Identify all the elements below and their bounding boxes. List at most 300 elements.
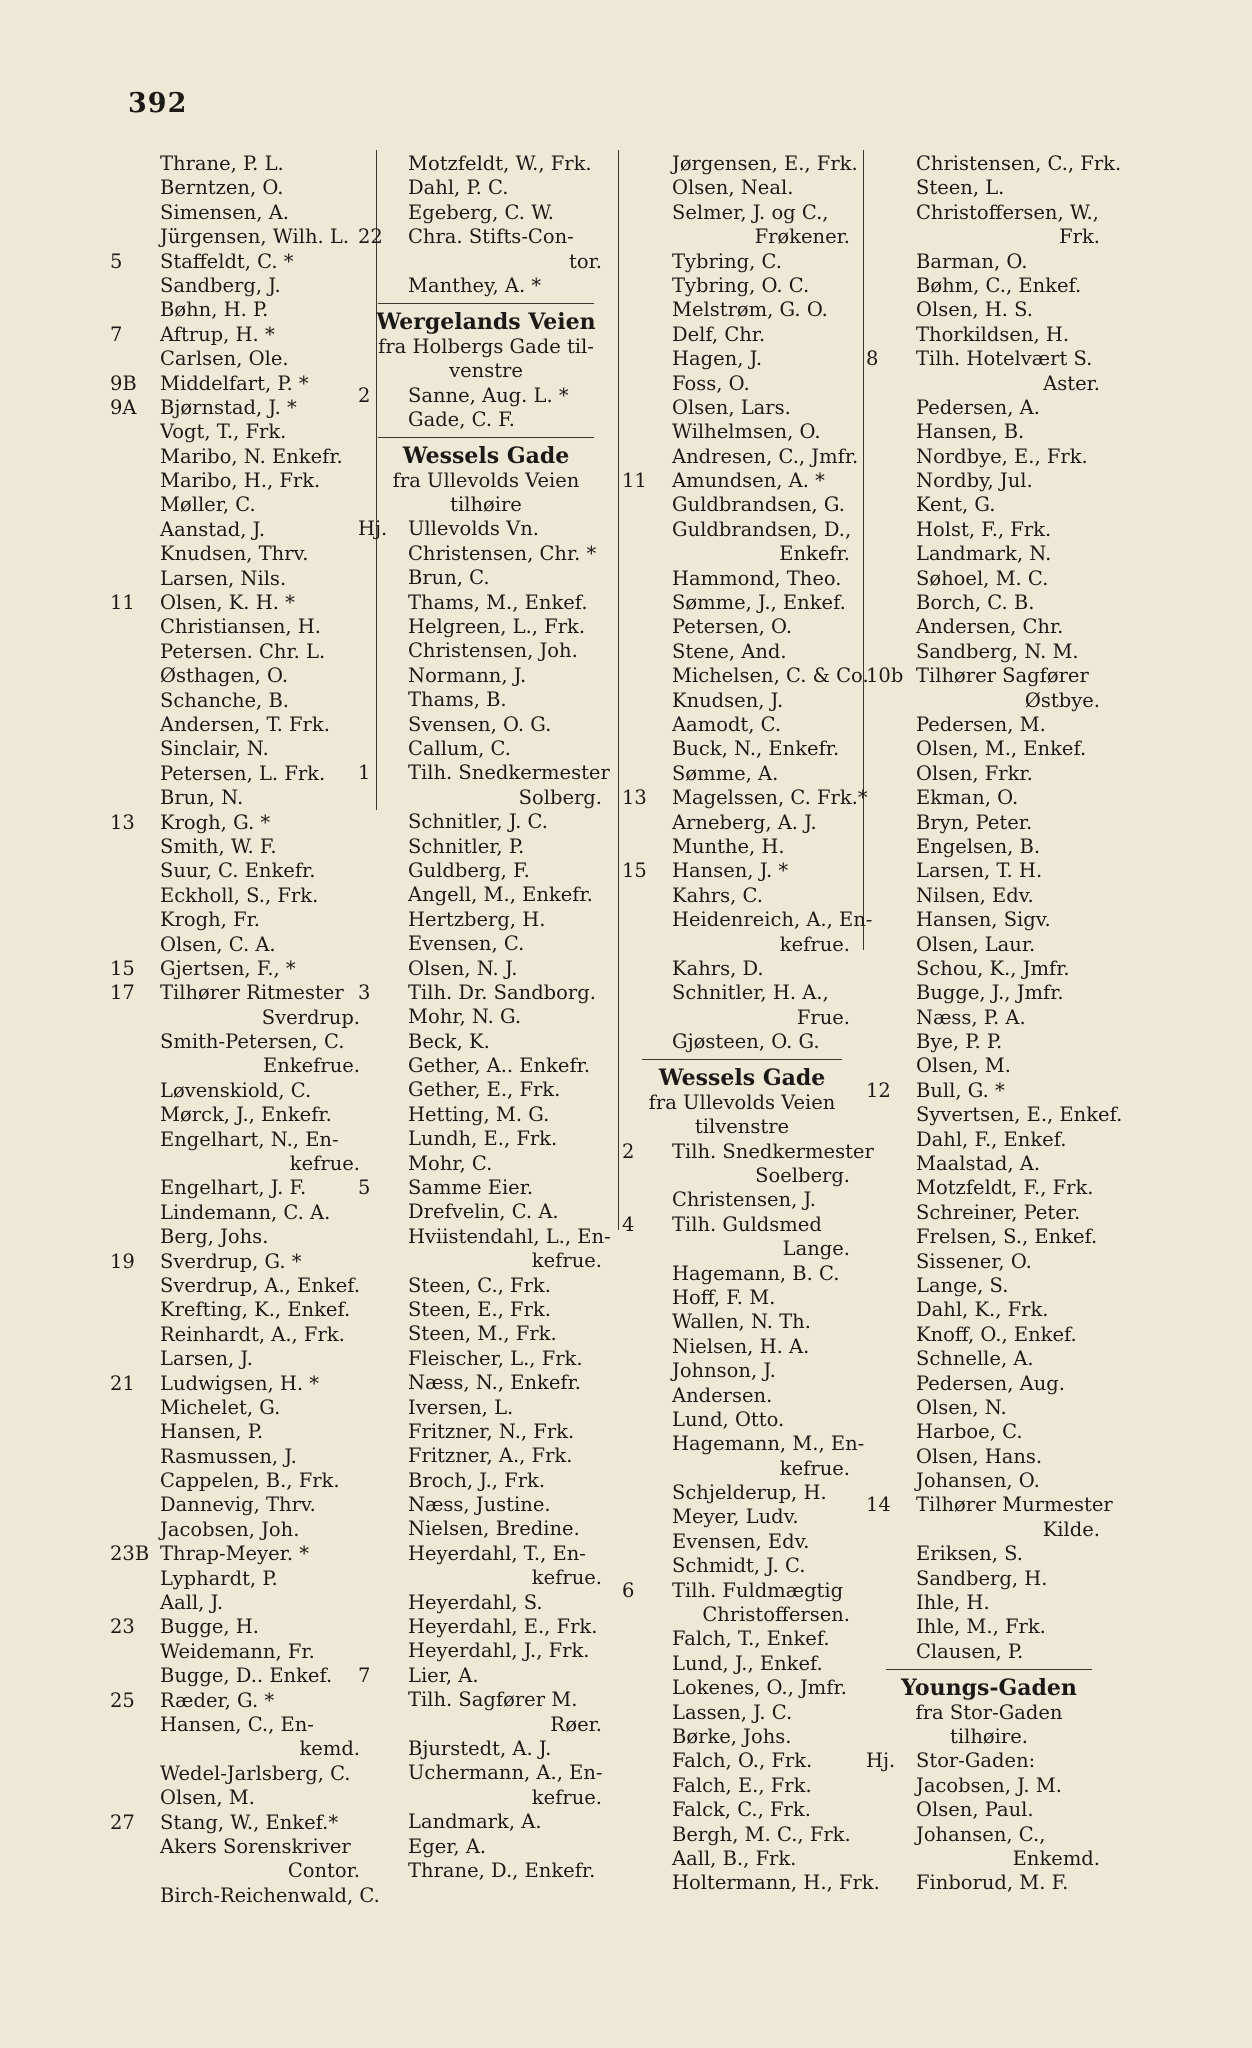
resident-name: Barman, O.	[916, 249, 1028, 273]
resident-name: Contor.	[287, 1859, 360, 1883]
resident-name: Clausen, P.	[916, 1639, 1024, 1663]
directory-entry	[110, 420, 372, 444]
resident-name: Christoffersen, W.,	[916, 200, 1099, 224]
resident-name: Enkefrue.	[263, 1054, 360, 1078]
street-direction: tilhøire	[450, 493, 522, 517]
directory-entry	[622, 1627, 862, 1651]
resident-name: Olsen, M.	[160, 1786, 255, 1810]
directory-entry	[866, 762, 1112, 786]
resident-name: Røer.	[550, 1712, 602, 1736]
resident-name: Buck, N., Enkefr.	[672, 737, 840, 761]
resident-name: Wilhelmsen, O.	[672, 420, 821, 444]
resident-name: Bjurstedt, A. J.	[408, 1737, 552, 1760]
directory-entry	[358, 1761, 614, 1785]
directory-entry	[358, 225, 614, 249]
resident-name: Andersen, Chr.	[916, 615, 1064, 639]
directory-entry	[110, 1567, 372, 1591]
resident-name: Frelsen, S., Enkef.	[916, 1225, 1098, 1249]
resident-name: Schreiner, Peter.	[916, 1200, 1081, 1224]
directory-entry	[622, 1286, 862, 1310]
directory-entry	[358, 1200, 614, 1224]
directory-entry	[622, 1652, 862, 1676]
resident-name: Petersen, O.	[672, 615, 793, 639]
directory-entry	[110, 933, 372, 957]
directory-entry	[358, 883, 614, 907]
resident-name: Christoffersen.	[702, 1603, 850, 1627]
street-heading: Youngs-Gaden	[901, 1675, 1077, 1702]
directory-entry	[866, 1774, 1112, 1798]
resident-name: Tybring, C.	[672, 249, 782, 273]
directory-entry	[110, 469, 372, 493]
house-number: 15	[110, 956, 135, 980]
resident-name: Bryn, Peter.	[916, 810, 1033, 834]
resident-name: Østbye.	[1024, 688, 1100, 712]
directory-entry	[866, 1469, 1112, 1493]
directory-entry	[622, 542, 862, 566]
resident-name: Tybring, O. C.	[672, 273, 810, 297]
resident-name: Næss, N., Enkefr.	[408, 1371, 581, 1395]
resident-name: Steen, M., Frk.	[408, 1322, 557, 1346]
directory-entry	[358, 1810, 614, 1834]
resident-name: Næss, P. A.	[916, 1005, 1026, 1029]
resident-name: Smith-Petersen, C.	[160, 1030, 345, 1054]
resident-name: Thorkildsen, H.	[916, 322, 1070, 346]
directory-entry	[622, 323, 862, 347]
directory-entry	[110, 1664, 372, 1688]
resident-name: Gether, E., Frk.	[408, 1078, 561, 1102]
resident-name: Aamodt, C.	[672, 712, 782, 736]
resident-name: Falch, T., Enkef.	[672, 1627, 830, 1651]
directory-entry	[622, 396, 862, 420]
resident-name: Syvertsen, E., Enkef.	[916, 1103, 1123, 1127]
resident-name: Manthey, A. *	[408, 273, 542, 297]
house-number: 13	[110, 810, 135, 834]
resident-name: Sverdrup, A., Enkef.	[160, 1273, 361, 1297]
directory-entry	[110, 1372, 372, 1396]
resident-name: Hansen, P.	[160, 1420, 264, 1444]
directory-entry	[866, 567, 1112, 591]
directory-entry	[110, 225, 372, 249]
directory-entry	[866, 1225, 1112, 1249]
resident-name: Pedersen, M.	[916, 712, 1046, 736]
directory-entry	[358, 201, 614, 225]
resident-name: Akers Sorenskriver	[160, 1834, 351, 1858]
resident-name: Olsen, Paul.	[916, 1798, 1034, 1822]
directory-entry	[622, 786, 868, 810]
resident-name: Gjertsen, F., *	[160, 956, 296, 980]
directory-entry	[110, 664, 372, 688]
directory-entry	[622, 1164, 862, 1188]
resident-name: Pedersen, Aug.	[916, 1371, 1065, 1395]
resident-name: Broch, J., Frk.	[408, 1468, 546, 1492]
directory-entry	[622, 835, 862, 859]
directory-entry	[110, 1396, 372, 1420]
resident-name: Melstrøm, G. O.	[672, 298, 828, 322]
resident-name: Lassen, J. C.	[672, 1700, 793, 1724]
resident-name: Knoff, O., Enkef.	[916, 1322, 1077, 1346]
directory-entry	[622, 1554, 862, 1578]
resident-name: Heyerdahl, E., Frk.	[408, 1615, 598, 1639]
resident-name: Ihle, M., Frk.	[916, 1615, 1046, 1639]
resident-name: Gether, A.. Enkefr.	[408, 1054, 591, 1078]
house-number: 12	[866, 1078, 891, 1102]
resident-name: Gjøsteen, O. G.	[672, 1030, 820, 1054]
directory-entry	[110, 859, 372, 883]
directory-entry	[866, 1871, 1112, 1895]
directory-entry	[110, 1347, 372, 1371]
directory-entry	[358, 786, 614, 810]
resident-name: Falck, C., Frk.	[672, 1798, 811, 1822]
directory-entry	[110, 689, 372, 713]
directory-entry	[622, 372, 862, 396]
directory-entry	[866, 1079, 1112, 1103]
directory-entry	[622, 1505, 862, 1529]
directory-entry	[622, 1006, 862, 1030]
resident-name: Aall, B., Frk.	[672, 1846, 797, 1870]
resident-name: Falch, O., Frk.	[672, 1749, 813, 1773]
directory-entry	[622, 859, 862, 883]
resident-name: Michelsen, C. & Co.	[672, 664, 869, 688]
directory-entry	[866, 201, 1112, 225]
directory-entry	[622, 1530, 862, 1554]
resident-name: Engelhart, N., En-	[160, 1127, 339, 1151]
directory-entry	[622, 957, 862, 981]
directory-entry	[622, 1847, 862, 1871]
resident-name: Sverdrup, G. *	[160, 1249, 302, 1273]
resident-name: Fritzner, A., Frk.	[408, 1444, 573, 1468]
directory-entry	[110, 1518, 372, 1542]
directory-entry	[866, 1749, 1112, 1773]
directory-entry	[110, 176, 372, 200]
directory-entry	[110, 615, 372, 639]
resident-name: Jacobsen, Joh.	[160, 1517, 300, 1541]
resident-name: Tilhører Murmester	[916, 1493, 1113, 1517]
directory-entry	[622, 1823, 862, 1847]
house-number: 5	[110, 249, 123, 273]
resident-name: Dahl, F., Enkef.	[916, 1127, 1067, 1151]
resident-name: Delf, Chr.	[672, 322, 766, 346]
directory-entry	[110, 1689, 372, 1713]
resident-name: Andersen.	[672, 1383, 773, 1407]
resident-name: Guldberg, F.	[408, 858, 530, 882]
directory-entry	[358, 1517, 614, 1541]
directory-entry	[866, 1372, 1112, 1396]
resident-name: Middelfart, P. *	[160, 371, 309, 395]
resident-name: Andresen, C., Jmfr.	[672, 444, 859, 468]
directory-entry	[110, 1128, 372, 1152]
resident-name: Schnitler, J. C.	[408, 810, 548, 834]
resident-name: Tilh. Hotelvært S.	[916, 347, 1093, 371]
house-number: 6	[622, 1578, 635, 1602]
resident-name: Wedel-Jarlsberg, C.	[160, 1761, 351, 1785]
directory-entry	[358, 835, 614, 859]
directory-entry	[866, 323, 1112, 347]
resident-name: Motzfeldt, W., Frk.	[408, 152, 592, 175]
resident-name: Steen, C., Frk.	[408, 1273, 551, 1297]
directory-entry	[622, 1310, 862, 1334]
resident-name: Thrap-Meyer. *	[160, 1542, 309, 1566]
directory-entry	[358, 566, 614, 590]
directory-entry	[866, 737, 1112, 761]
directory-entry	[866, 420, 1112, 444]
resident-name: Berg, Johs.	[160, 1225, 269, 1249]
directory-entry	[866, 347, 1112, 371]
directory-entry	[110, 1420, 372, 1444]
directory-entry	[358, 1274, 614, 1298]
resident-name: Reinhardt, A., Frk.	[160, 1322, 345, 1346]
house-number: 7	[110, 322, 123, 346]
directory-entry	[110, 201, 372, 225]
resident-name: Schnitler, H. A.,	[672, 981, 829, 1005]
resident-name: kefrue.	[531, 1566, 602, 1590]
column-2	[358, 152, 614, 1883]
resident-name: Magelssen, C. Frk.*	[672, 786, 868, 810]
directory-entry	[622, 1457, 862, 1481]
directory-entry	[622, 933, 862, 957]
directory-entry	[110, 152, 372, 176]
directory-entry	[866, 372, 1112, 396]
directory-entry	[866, 689, 1112, 713]
resident-name: Olsen, Neal.	[672, 176, 794, 200]
resident-name: Krogh, Fr.	[160, 908, 260, 932]
directory-entry	[110, 811, 372, 835]
directory-entry	[358, 1420, 614, 1444]
resident-name: Mohr, N. G.	[408, 1005, 522, 1029]
directory-entry	[866, 713, 1112, 737]
resident-name: Cappelen, B., Frk.	[160, 1469, 340, 1493]
resident-name: Lund, J., Enkef.	[672, 1651, 823, 1675]
directory-entry	[358, 1566, 614, 1590]
house-number: 27	[110, 1810, 135, 1834]
directory-entry	[110, 1493, 372, 1517]
resident-name: Hertzberg, H.	[408, 907, 546, 931]
house-number: 9A	[110, 395, 137, 419]
resident-name: Knudsen, J.	[672, 688, 784, 712]
directory-entry	[866, 1396, 1112, 1420]
directory-entry	[622, 225, 862, 249]
directory-entry	[358, 1371, 614, 1395]
directory-entry	[866, 1054, 1112, 1078]
directory-entry	[110, 1835, 372, 1859]
resident-name: Iversen, L.	[408, 1395, 514, 1419]
house-number: 11	[110, 591, 135, 615]
directory-entry	[866, 1201, 1112, 1225]
directory-entry	[866, 1103, 1123, 1127]
directory-entry	[622, 420, 862, 444]
directory-entry	[110, 640, 372, 664]
resident-name: Knudsen, Thrv.	[160, 542, 309, 566]
resident-name: Ullevolds Vn.	[408, 517, 539, 541]
directory-entry	[866, 469, 1112, 493]
directory-entry	[622, 884, 862, 908]
directory-entry	[110, 274, 372, 298]
house-number: 10b	[866, 664, 904, 688]
directory-entry	[622, 347, 862, 371]
resident-name: Carlsen, Ole.	[160, 347, 289, 371]
directory-entry	[622, 1871, 880, 1895]
resident-name: Harboe, C.	[916, 1420, 1023, 1444]
house-number: 21	[110, 1371, 135, 1395]
resident-name: Maalstad, A.	[916, 1152, 1041, 1176]
directory-entry	[866, 1615, 1112, 1639]
directory-entry	[622, 1335, 862, 1359]
directory-entry	[622, 591, 862, 615]
resident-name: Steen, L.	[916, 176, 1005, 200]
directory-entry	[622, 1481, 862, 1505]
resident-name: Stene, And.	[672, 639, 787, 663]
resident-name: Christiansen, H.	[160, 615, 322, 639]
house-number: 13	[622, 786, 647, 810]
directory-entry	[110, 1859, 372, 1883]
resident-name: Thrane, D., Enkefr.	[408, 1858, 596, 1882]
directory-entry	[358, 152, 614, 176]
directory-entry	[866, 274, 1112, 298]
directory-entry	[622, 469, 862, 493]
directory-entry	[866, 1006, 1112, 1030]
resident-name: Stor-Gaden:	[916, 1749, 1036, 1773]
resident-name: Olsen, Laur.	[916, 932, 1036, 956]
resident-name: Heyerdahl, J., Frk.	[408, 1639, 590, 1663]
directory-entry	[866, 518, 1112, 542]
directory-entry	[110, 1786, 372, 1810]
resident-name: Uchermann, A., En-	[408, 1761, 603, 1785]
resident-name: Christensen, Joh.	[408, 639, 578, 663]
directory-entry	[110, 1030, 372, 1054]
directory-entry	[622, 640, 862, 664]
resident-name: Hansen, Sigv.	[916, 908, 1051, 932]
house-number: 15	[622, 859, 647, 883]
directory-entry	[110, 1883, 380, 1908]
resident-name: Finborud, M. F.	[916, 1871, 1069, 1895]
resident-name: Fritzner, N., Frk.	[408, 1419, 575, 1443]
resident-name: Jürgensen, Wilh. L.	[160, 225, 350, 249]
directory-entry	[358, 1054, 614, 1078]
house-number: 14	[866, 1493, 891, 1517]
directory-entry	[866, 1542, 1112, 1566]
resident-name: Olsen, M.	[916, 1054, 1011, 1078]
directory-entry	[866, 981, 1112, 1005]
directory-entry	[622, 445, 862, 469]
directory-entry	[866, 1323, 1112, 1347]
directory-entry	[110, 786, 372, 810]
resident-name: Engelhart, J. F.	[160, 1176, 307, 1200]
resident-name: kefrue.	[531, 1785, 602, 1809]
street-direction: tilvenstre	[694, 1115, 790, 1139]
house-number: 23	[110, 1615, 135, 1639]
resident-name: Solberg.	[518, 785, 602, 809]
directory-entry	[358, 1786, 614, 1810]
house-number: 23B	[110, 1542, 150, 1566]
directory-entry	[110, 908, 372, 932]
directory-entry	[110, 1713, 372, 1737]
directory-entry	[358, 688, 614, 712]
resident-name: Suur, C. Enkefr.	[160, 859, 316, 883]
resident-name: kefrue.	[779, 1456, 850, 1480]
resident-name: tor.	[569, 249, 602, 273]
resident-name: Hoff, F. M.	[672, 1285, 776, 1309]
directory-entry	[866, 225, 1112, 249]
house-number: 5	[358, 1176, 371, 1200]
directory-entry	[110, 1811, 372, 1835]
resident-name: Kent, G.	[916, 493, 996, 517]
resident-name: Johansen, O.	[916, 1469, 1040, 1493]
resident-name: Hetting, M. G.	[408, 1102, 550, 1126]
resident-name: Thams, M., Enkef.	[408, 590, 588, 614]
directory-entry	[110, 1737, 372, 1761]
directory-entry	[866, 1493, 1112, 1517]
directory-entry	[110, 518, 372, 542]
directory-entry	[358, 1103, 614, 1127]
directory-entry	[358, 1591, 614, 1615]
house-number: 3	[358, 980, 371, 1004]
resident-name: Aster.	[1043, 371, 1100, 395]
resident-name: Nordbye, E., Frk.	[916, 444, 1088, 468]
directory-entry	[358, 932, 614, 956]
resident-name: Normann, J.	[408, 663, 527, 687]
directory-entry	[110, 298, 372, 322]
directory-entry	[110, 1152, 372, 1176]
directory-entry	[358, 1347, 614, 1371]
resident-name: Soelberg.	[755, 1164, 850, 1188]
resident-name: Tilh. Sagfører M.	[408, 1688, 578, 1712]
directory-entry	[622, 1774, 862, 1798]
directory-entry	[358, 274, 614, 298]
resident-name: Tilh. Fuldmægtig	[672, 1578, 844, 1602]
directory-entry	[110, 737, 372, 761]
resident-name: Maribo, N. Enkefr.	[160, 444, 343, 468]
resident-name: Falch, E., Frk.	[672, 1773, 812, 1797]
directory-entry	[622, 981, 862, 1005]
directory-entry	[358, 1639, 614, 1663]
directory-entry	[358, 250, 614, 274]
resident-name: Olsen, C. A.	[160, 932, 276, 956]
directory-entry	[866, 664, 1112, 688]
resident-name: Beck, K.	[408, 1029, 490, 1053]
resident-name: Tilh. Snedkermester	[408, 761, 610, 785]
resident-name: Andersen, T. Frk.	[160, 712, 330, 736]
directory-entry	[622, 250, 862, 274]
directory-entry	[622, 518, 862, 542]
resident-name: Larsen, Nils.	[160, 566, 287, 590]
resident-name: Larsen, J.	[160, 1347, 253, 1371]
resident-name: Olsen, K. H. *	[160, 591, 295, 615]
directory-entry	[358, 542, 614, 566]
directory-entry	[110, 1079, 372, 1103]
resident-name: Krefting, K., Enkef.	[160, 1298, 351, 1322]
resident-name: Maribo, H., Frk.	[160, 469, 321, 493]
resident-name: Staffeldt, C. *	[160, 249, 294, 273]
resident-name: Møller, C.	[160, 493, 256, 517]
directory-entry	[622, 908, 873, 932]
directory-entry	[866, 933, 1112, 957]
directory-entry	[866, 445, 1112, 469]
directory-entry	[866, 1152, 1112, 1176]
resident-name: Wallen, N. Th.	[672, 1310, 811, 1334]
resident-name: Landmark, N.	[916, 542, 1052, 566]
resident-name: Johnson, J.	[672, 1359, 776, 1383]
resident-name: Simensen, A.	[160, 200, 289, 224]
directory-entry	[866, 1798, 1112, 1822]
resident-name: Tilh. Snedkermester	[672, 1139, 874, 1163]
directory-entry	[358, 1664, 614, 1688]
resident-name: Eger, A.	[408, 1834, 487, 1858]
resident-name: kemd.	[299, 1737, 360, 1761]
directory-entry	[358, 664, 614, 688]
resident-name: Ludwigsen, H. *	[160, 1371, 320, 1395]
resident-name: Amundsen, A. *	[672, 469, 825, 493]
resident-name: Bøhm, C., Enkef.	[916, 273, 1082, 297]
resident-name: Lange, S.	[916, 1273, 1009, 1297]
